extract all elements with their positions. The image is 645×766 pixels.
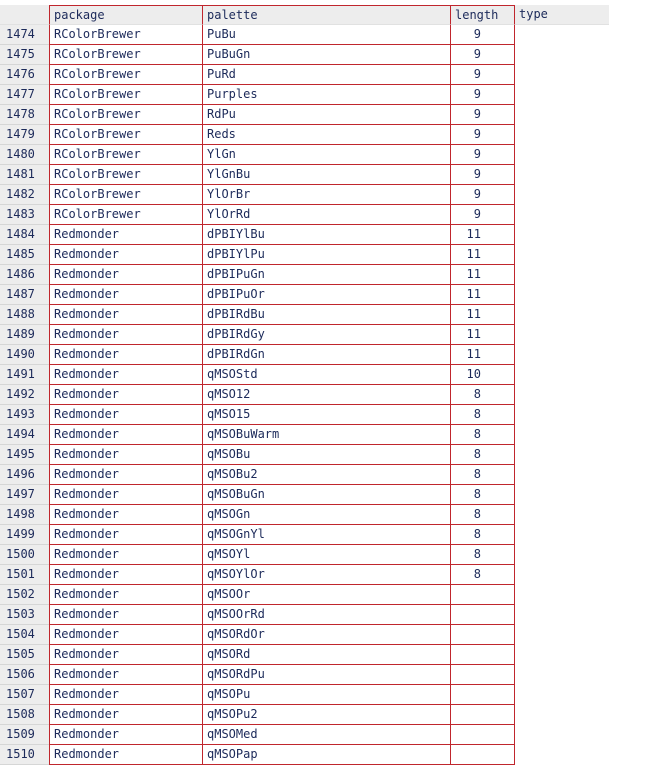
package-cell[interactable]: Redmonder — [49, 345, 202, 365]
type-cell[interactable] — [515, 365, 609, 385]
palette-cell[interactable]: qMSOPu2 — [202, 705, 450, 725]
type-cell[interactable] — [515, 725, 609, 745]
row-index-cell: 1484 — [0, 225, 49, 245]
table-row[interactable] — [0, 725, 609, 745]
row-index-cell: 1474 — [0, 25, 49, 45]
palette-cell[interactable]: qMSOYl — [202, 545, 450, 565]
length-cell[interactable]: 10 — [450, 365, 515, 385]
table-row[interactable] — [0, 745, 609, 765]
table-row[interactable] — [0, 605, 609, 625]
palette-cell[interactable]: YlGnBu — [202, 165, 450, 185]
palette-cell[interactable]: qMSOYlOr — [202, 565, 450, 585]
palette-cell[interactable]: qMSOBuGn — [202, 485, 450, 505]
column-header-palette[interactable]: palette — [202, 5, 450, 25]
type-cell[interactable] — [515, 165, 609, 185]
header-row — [0, 5, 609, 25]
row-index-cell: 1497 — [0, 485, 49, 505]
length-cell[interactable] — [450, 705, 515, 725]
length-cell[interactable]: 11 — [450, 245, 515, 265]
package-cell[interactable]: RColorBrewer — [49, 145, 202, 165]
type-cell[interactable] — [515, 465, 609, 485]
type-cell[interactable] — [515, 305, 609, 325]
table-row[interactable] — [0, 505, 609, 525]
type-cell[interactable] — [515, 245, 609, 265]
package-cell[interactable]: Redmonder — [49, 225, 202, 245]
row-index-cell: 1506 — [0, 665, 49, 685]
length-cell[interactable]: 9 — [450, 185, 515, 205]
row-index-cell: 1479 — [0, 125, 49, 145]
table-row[interactable] — [0, 245, 609, 265]
palette-cell[interactable]: qMSOGnYl — [202, 525, 450, 545]
table-row[interactable] — [0, 225, 609, 245]
type-cell[interactable] — [515, 445, 609, 465]
palette-cell[interactable]: Reds — [202, 125, 450, 145]
type-cell[interactable] — [515, 325, 609, 345]
package-cell[interactable]: RColorBrewer — [49, 25, 202, 45]
package-cell[interactable]: RColorBrewer — [49, 165, 202, 185]
length-cell[interactable]: 9 — [450, 85, 515, 105]
column-header-type[interactable]: type — [515, 5, 609, 25]
palette-cell[interactable]: qMSO12 — [202, 385, 450, 405]
package-cell[interactable]: Redmonder — [49, 645, 202, 665]
length-cell[interactable] — [450, 725, 515, 745]
row-index-cell: 1496 — [0, 465, 49, 485]
package-cell[interactable]: Redmonder — [49, 385, 202, 405]
table-row[interactable] — [0, 265, 609, 285]
row-index-cell: 1495 — [0, 445, 49, 465]
package-cell[interactable]: Redmonder — [49, 285, 202, 305]
length-cell[interactable] — [450, 685, 515, 705]
table-row[interactable] — [0, 305, 609, 325]
package-cell[interactable]: Redmonder — [49, 465, 202, 485]
type-cell[interactable] — [515, 745, 609, 765]
column-header-length[interactable]: length — [450, 5, 515, 25]
palette-cell[interactable]: qMSOBu2 — [202, 465, 450, 485]
package-cell[interactable]: Redmonder — [49, 665, 202, 685]
palette-cell[interactable]: dPBIRdBu — [202, 305, 450, 325]
package-cell[interactable]: RColorBrewer — [49, 205, 202, 225]
row-index-cell: 1503 — [0, 605, 49, 625]
length-cell[interactable]: 9 — [450, 65, 515, 85]
length-cell[interactable]: 11 — [450, 265, 515, 285]
table-row[interactable] — [0, 385, 609, 405]
table-row[interactable] — [0, 365, 609, 385]
package-cell[interactable]: Redmonder — [49, 425, 202, 445]
type-cell[interactable] — [515, 105, 609, 125]
palette-cell[interactable]: PuBuGn — [202, 45, 450, 65]
row-index-cell: 1507 — [0, 685, 49, 705]
table-row[interactable] — [0, 205, 609, 225]
row-index-cell: 1502 — [0, 585, 49, 605]
length-cell[interactable]: 8 — [450, 485, 515, 505]
table-row[interactable] — [0, 285, 609, 305]
type-cell[interactable] — [515, 585, 609, 605]
package-cell[interactable]: Redmonder — [49, 265, 202, 285]
row-index-cell: 1482 — [0, 185, 49, 205]
row-index-cell: 1490 — [0, 345, 49, 365]
palette-cell[interactable]: dPBIRdGn — [202, 345, 450, 365]
type-cell[interactable] — [515, 605, 609, 625]
package-cell[interactable]: Redmonder — [49, 445, 202, 465]
palette-cell[interactable]: YlGn — [202, 145, 450, 165]
package-cell[interactable]: Redmonder — [49, 625, 202, 645]
palette-cell[interactable]: qMSOOr — [202, 585, 450, 605]
palette-cell[interactable]: qMSOBuWarm — [202, 425, 450, 445]
row-index-cell: 1501 — [0, 565, 49, 585]
palette-cell[interactable]: qMSOBu — [202, 445, 450, 465]
table-row[interactable] — [0, 345, 609, 365]
row-index-cell: 1478 — [0, 105, 49, 125]
row-index-cell: 1481 — [0, 165, 49, 185]
table-row[interactable] — [0, 705, 609, 725]
table-row[interactable] — [0, 625, 609, 645]
palette-cell[interactable]: dPBIRdGy — [202, 325, 450, 345]
length-cell[interactable]: 9 — [450, 165, 515, 185]
type-cell[interactable] — [515, 565, 609, 585]
table-row[interactable] — [0, 525, 609, 545]
table-row[interactable] — [0, 65, 609, 85]
row-index-cell: 1505 — [0, 645, 49, 665]
table-row[interactable] — [0, 45, 609, 65]
type-cell[interactable] — [515, 385, 609, 405]
table-row[interactable] — [0, 165, 609, 185]
length-cell[interactable] — [450, 645, 515, 665]
length-cell[interactable]: 9 — [450, 25, 515, 45]
row-index-cell: 1504 — [0, 625, 49, 645]
length-cell[interactable] — [450, 585, 515, 605]
type-cell[interactable] — [515, 505, 609, 525]
row-index-cell: 1500 — [0, 545, 49, 565]
type-cell[interactable] — [515, 685, 609, 705]
package-cell[interactable]: Redmonder — [49, 745, 202, 765]
row-index-cell: 1487 — [0, 285, 49, 305]
data-grid — [0, 5, 609, 765]
package-cell[interactable]: Redmonder — [49, 705, 202, 725]
package-cell[interactable]: Redmonder — [49, 365, 202, 385]
palette-cell[interactable]: RdPu — [202, 105, 450, 125]
row-index-cell: 1499 — [0, 525, 49, 545]
row-index-cell: 1483 — [0, 205, 49, 225]
table-row[interactable] — [0, 465, 609, 485]
length-cell[interactable]: 11 — [450, 325, 515, 345]
package-cell[interactable]: Redmonder — [49, 245, 202, 265]
table-row[interactable] — [0, 405, 609, 425]
type-cell[interactable] — [515, 645, 609, 665]
length-cell[interactable] — [450, 665, 515, 685]
table-row[interactable] — [0, 445, 609, 465]
palette-cell[interactable]: PuRd — [202, 65, 450, 85]
package-cell[interactable]: RColorBrewer — [49, 185, 202, 205]
type-cell[interactable] — [515, 265, 609, 285]
type-cell[interactable] — [515, 45, 609, 65]
palette-cell[interactable]: PuBu — [202, 25, 450, 45]
table-row[interactable] — [0, 565, 609, 585]
package-cell[interactable]: RColorBrewer — [49, 105, 202, 125]
package-cell[interactable]: Redmonder — [49, 305, 202, 325]
palette-cell[interactable]: qMSORdOr — [202, 625, 450, 645]
length-cell[interactable]: 8 — [450, 385, 515, 405]
length-cell[interactable]: 11 — [450, 345, 515, 365]
length-cell[interactable]: 8 — [450, 405, 515, 425]
table-row[interactable] — [0, 485, 609, 505]
package-cell[interactable]: Redmonder — [49, 485, 202, 505]
length-cell[interactable]: 9 — [450, 45, 515, 65]
table-row[interactable] — [0, 145, 609, 165]
length-cell[interactable] — [450, 625, 515, 645]
type-cell[interactable] — [515, 525, 609, 545]
length-cell[interactable]: 11 — [450, 285, 515, 305]
row-index-cell: 1485 — [0, 245, 49, 265]
palette-cell[interactable]: dPBIPuOr — [202, 285, 450, 305]
palette-cell[interactable]: qMSO15 — [202, 405, 450, 425]
length-cell[interactable]: 9 — [450, 105, 515, 125]
type-cell[interactable] — [515, 285, 609, 305]
length-cell[interactable]: 9 — [450, 145, 515, 165]
type-cell[interactable] — [515, 205, 609, 225]
palette-cell[interactable]: qMSOPu — [202, 685, 450, 705]
row-index-cell: 1488 — [0, 305, 49, 325]
type-cell[interactable] — [515, 625, 609, 645]
package-cell[interactable]: Redmonder — [49, 545, 202, 565]
package-cell[interactable]: Redmonder — [49, 685, 202, 705]
type-cell[interactable] — [515, 705, 609, 725]
package-cell[interactable]: Redmonder — [49, 325, 202, 345]
table-body — [0, 25, 609, 765]
package-cell[interactable]: Redmonder — [49, 725, 202, 745]
type-cell[interactable] — [515, 345, 609, 365]
palette-cell[interactable]: YlOrRd — [202, 205, 450, 225]
type-cell[interactable] — [515, 65, 609, 85]
package-cell[interactable]: Redmonder — [49, 505, 202, 525]
palette-cell[interactable]: dPBIYlPu — [202, 245, 450, 265]
row-index-cell: 1477 — [0, 85, 49, 105]
row-index-cell: 1489 — [0, 325, 49, 345]
package-cell[interactable]: RColorBrewer — [49, 65, 202, 85]
table-row[interactable] — [0, 185, 609, 205]
table-row[interactable] — [0, 25, 609, 45]
type-cell[interactable] — [515, 185, 609, 205]
row-index-cell: 1509 — [0, 725, 49, 745]
row-index-cell: 1510 — [0, 745, 49, 765]
package-cell[interactable]: RColorBrewer — [49, 45, 202, 65]
length-cell[interactable]: 8 — [450, 525, 515, 545]
table-row[interactable] — [0, 125, 609, 145]
table-row[interactable] — [0, 685, 609, 705]
length-cell[interactable]: 8 — [450, 565, 515, 585]
palette-cell[interactable]: Purples — [202, 85, 450, 105]
package-cell[interactable]: Redmonder — [49, 405, 202, 425]
length-cell[interactable]: 11 — [450, 225, 515, 245]
type-cell[interactable] — [515, 225, 609, 245]
row-index-cell: 1493 — [0, 405, 49, 425]
package-cell[interactable]: Redmonder — [49, 565, 202, 585]
type-cell[interactable] — [515, 665, 609, 685]
table-row[interactable] — [0, 545, 609, 565]
row-index-cell: 1480 — [0, 145, 49, 165]
length-cell[interactable]: 9 — [450, 125, 515, 145]
table-row[interactable] — [0, 665, 609, 685]
row-index-cell: 1486 — [0, 265, 49, 285]
length-cell[interactable] — [450, 745, 515, 765]
row-index-cell: 1491 — [0, 365, 49, 385]
type-cell[interactable] — [515, 125, 609, 145]
type-cell[interactable] — [515, 145, 609, 165]
row-index-header — [0, 5, 49, 25]
row-index-cell: 1498 — [0, 505, 49, 525]
length-cell[interactable]: 11 — [450, 305, 515, 325]
palette-cell[interactable]: qMSOOrRd — [202, 605, 450, 625]
table-row[interactable] — [0, 425, 609, 445]
row-index-cell: 1475 — [0, 45, 49, 65]
package-cell[interactable]: Redmonder — [49, 525, 202, 545]
package-cell[interactable]: Redmonder — [49, 585, 202, 605]
package-cell[interactable]: RColorBrewer — [49, 125, 202, 145]
table-row[interactable] — [0, 85, 609, 105]
type-cell[interactable] — [515, 545, 609, 565]
palette-cell[interactable]: qMSORdPu — [202, 665, 450, 685]
table-row[interactable] — [0, 585, 609, 605]
package-cell[interactable]: RColorBrewer — [49, 85, 202, 105]
palette-cell[interactable]: qMSOMed — [202, 725, 450, 745]
table-row[interactable] — [0, 645, 609, 665]
length-cell[interactable] — [450, 605, 515, 625]
length-cell[interactable]: 8 — [450, 465, 515, 485]
palette-cell[interactable]: dPBIYlBu — [202, 225, 450, 245]
palette-cell[interactable]: dPBIPuGn — [202, 265, 450, 285]
length-cell[interactable]: 9 — [450, 205, 515, 225]
type-cell[interactable] — [515, 425, 609, 445]
palette-cell[interactable]: qMSORd — [202, 645, 450, 665]
palette-cell[interactable]: qMSOStd — [202, 365, 450, 385]
type-cell[interactable] — [515, 25, 609, 45]
palette-cell[interactable]: YlOrBr — [202, 185, 450, 205]
type-cell[interactable] — [515, 485, 609, 505]
table-row[interactable] — [0, 105, 609, 125]
length-cell[interactable]: 8 — [450, 545, 515, 565]
length-cell[interactable]: 8 — [450, 425, 515, 445]
palette-cell[interactable]: qMSOPap — [202, 745, 450, 765]
package-cell[interactable]: Redmonder — [49, 605, 202, 625]
type-cell[interactable] — [515, 85, 609, 105]
length-cell[interactable]: 8 — [450, 445, 515, 465]
type-cell[interactable] — [515, 405, 609, 425]
table-row[interactable] — [0, 325, 609, 345]
row-index-cell: 1476 — [0, 65, 49, 85]
row-index-cell: 1494 — [0, 425, 49, 445]
length-cell[interactable]: 8 — [450, 505, 515, 525]
column-header-package[interactable]: package — [49, 5, 202, 25]
row-index-cell: 1492 — [0, 385, 49, 405]
palette-cell[interactable]: qMSOGn — [202, 505, 450, 525]
row-index-cell: 1508 — [0, 705, 49, 725]
